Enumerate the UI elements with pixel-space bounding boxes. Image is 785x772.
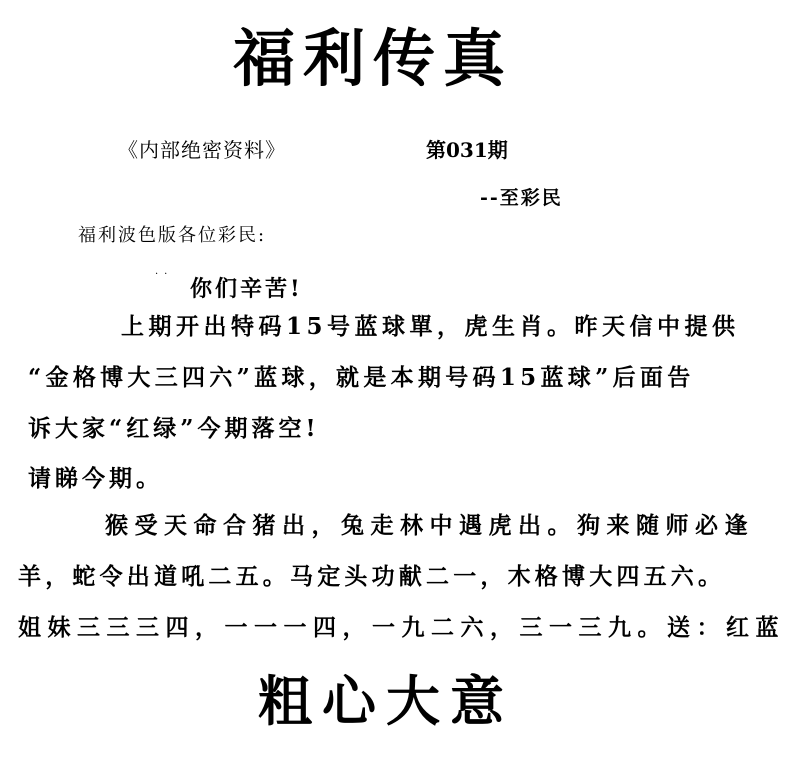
document-subtitle: 《内部绝密资料》 <box>118 138 286 162</box>
signature: --至彩民 <box>480 187 563 209</box>
decorative-dots: .. <box>155 266 174 277</box>
issue-number: 第031期 <box>426 138 508 162</box>
body-line: 上期开出特码15号蓝球單，虎生肖。昨天信中提供 <box>121 313 740 340</box>
page-title: 福利传真 <box>233 22 514 95</box>
body-line: 请睇今期。 <box>28 465 163 492</box>
body-line: 姐妹三三三四，一一一四，一九二六，三一三九。送：红蓝 <box>18 614 785 641</box>
body-line: 羊，蛇令出道吼二五。马定头功献二一，木格博大四五六。 <box>18 563 726 590</box>
body-line: 猴受天命合猪出，兔走林中遇虎出。狗来随师必逢 <box>105 512 754 539</box>
salutation: 福利波色版各位彩民: <box>78 225 267 246</box>
body-line: 诉大家“红绿”今期落空! <box>28 415 320 442</box>
greeting: 你们辛苦! <box>190 276 303 302</box>
body-line: “金格博大三四六”蓝球，就是本期号码15蓝球”后面告 <box>28 364 695 391</box>
footer-slogan: 粗心大意 <box>258 669 514 733</box>
